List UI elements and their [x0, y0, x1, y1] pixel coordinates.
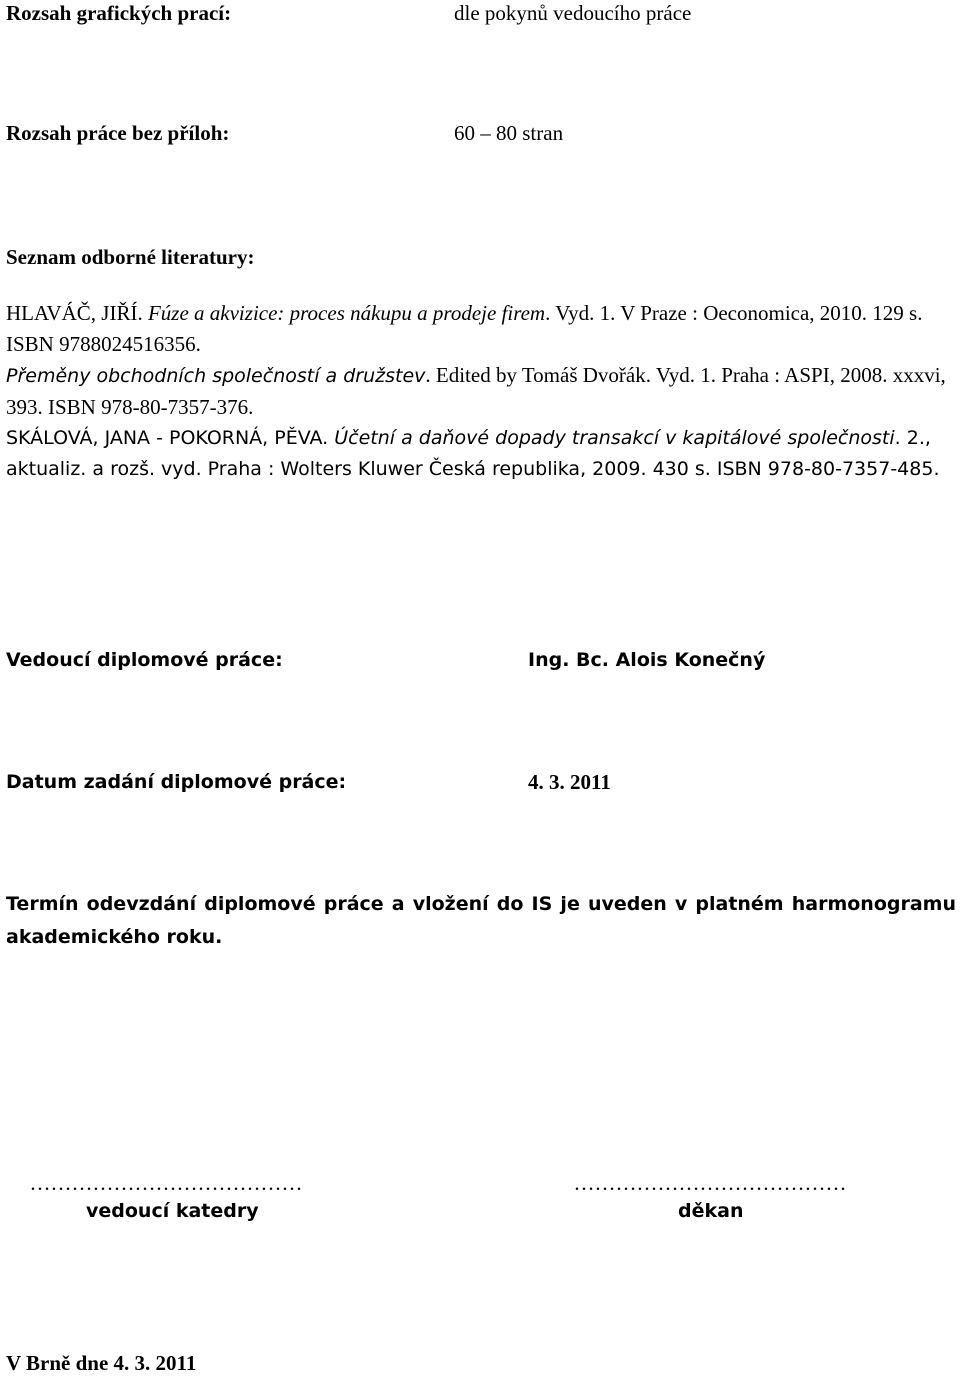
signature-right-label: děkan — [678, 1200, 744, 1222]
assignment-date-label: Datum zadání diplomové práce: — [6, 771, 347, 793]
entry-title: Účetní a daňové dopady transakcí v kapitálové společnosti — [334, 427, 895, 449]
graphics-label: Rozsah grafických prací: — [6, 1, 232, 25]
graphics-value: dle pokynů vedoucího práce — [454, 1, 692, 25]
entry-title: Fúze a akvizice: proces nákupu a prodeje firem — [147, 301, 546, 325]
signature-left — [0, 1170, 332, 1196]
deadline-note: Termín odevzdání diplomové práce a vložení do IS je uveden v platném harmonogramu akademického roku. — [6, 893, 956, 948]
literature-heading: Seznam odborné literatury: — [6, 245, 255, 269]
signature-line: ………………………………… — [573, 1171, 847, 1195]
literature-entry — [6, 423, 956, 485]
scope-value: 60 – 80 stran — [454, 121, 564, 145]
supervisor-value: Ing. Bc. Alois Konečný — [528, 649, 766, 671]
entry-title: Přeměny obchodních společností a družstev — [6, 365, 426, 387]
literature-entry — [6, 360, 956, 423]
assignment-date-value: 4. 3. 2011 — [528, 770, 611, 794]
entry-author: HLAVÁČ, JIŘÍ. — [6, 301, 148, 325]
place-date: V Brně dne 4. 3. 2011 — [6, 1351, 197, 1375]
entry-author: SKÁLOVÁ, JANA - POKORNÁ, PĚVA. — [6, 427, 335, 449]
entry-rest: . 2., aktualiz. a rozš. vyd. Praha : Wolters Kluwer Česká republika, 2009. 430 s. ISBN 978-80-7357-485. — [6, 427, 940, 480]
supervisor-label: Vedoucí diplomové práce: — [6, 649, 283, 671]
scope-label: Rozsah práce bez příloh: — [6, 121, 230, 145]
signature-right — [520, 1170, 900, 1196]
literature-list — [6, 298, 956, 485]
entry-rest: . Edited by Tomáš Dvořák. Vyd. 1. Praha : ASPI, 2008. xxxvi, 393. ISBN 978-80-7357-376. — [6, 363, 946, 419]
signature-line: ………………………………… — [29, 1171, 303, 1195]
entry-rest: . Vyd. 1. V Praze : Oeconomica, 2010. 129 s. ISBN 9788024516356. — [6, 301, 923, 356]
literature-entry — [6, 298, 956, 360]
signature-left-label: vedoucí katedry — [86, 1200, 259, 1222]
